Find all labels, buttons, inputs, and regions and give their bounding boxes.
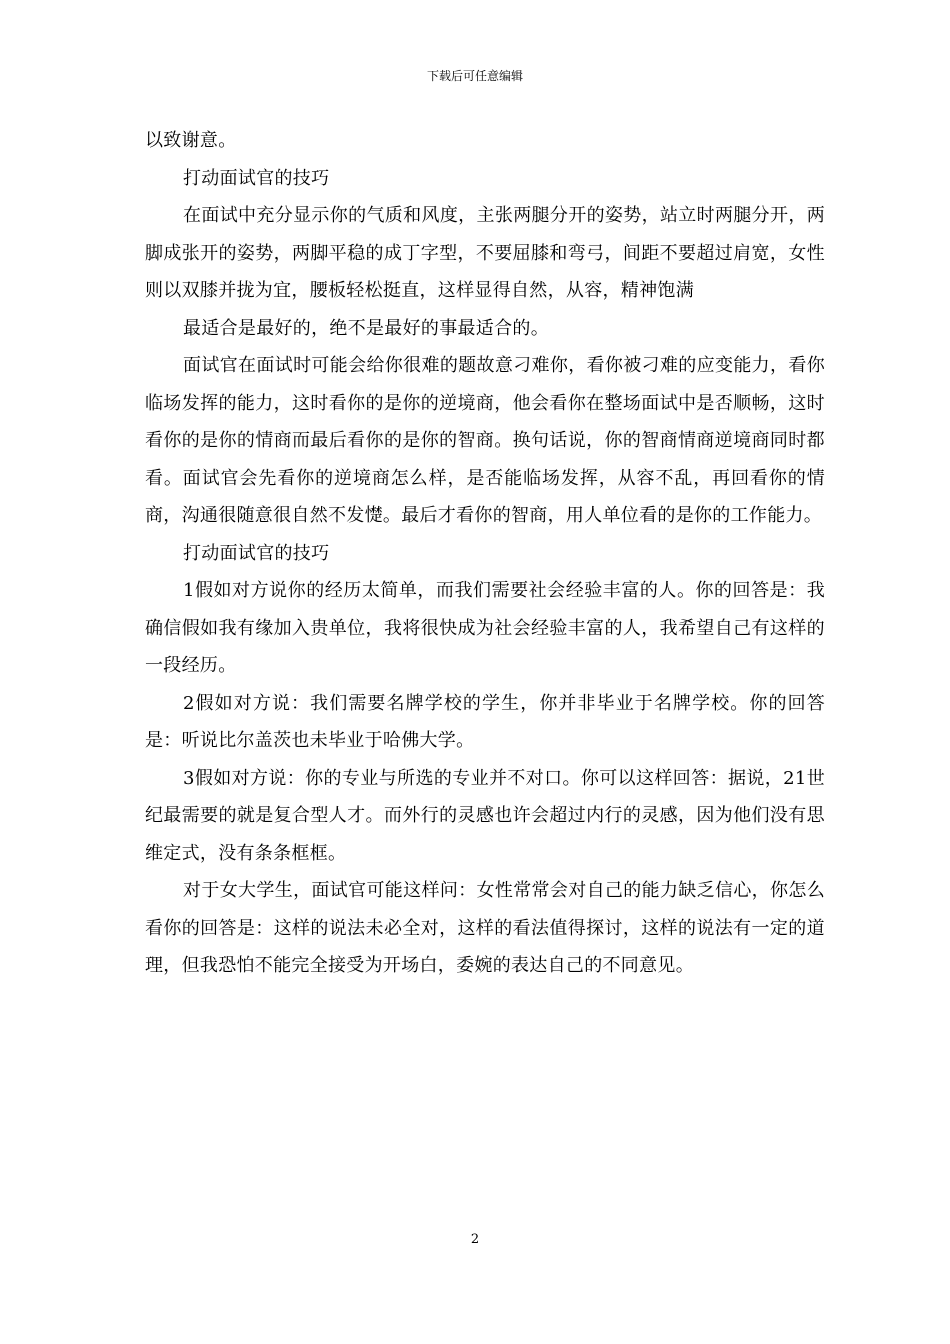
document-body [145, 122, 825, 985]
paragraph-2-heading: 打动面试官的技巧 [183, 167, 330, 189]
paragraph-8: 2假如对方说：我们需要名牌学校的学生，你并非毕业于名牌学校。你的回答是：听说比尔盖茨也未毕业于哈佛大学。 [145, 692, 825, 751]
paragraph-9: 3假如对方说：你的专业与所选的专业并不对口。你可以这样回答：据说，21世纪最需要的就是复合型人才。而外行的灵感也许会超过内行的灵感，因为他们没有思维定式，没有条条框框。 [145, 767, 825, 864]
paragraph-10: 对于女大学生，面试官可能这样问：女性常常会对自己的能力缺乏信心，你怎么看你的回答是：这样的说法未必全对，这样的看法值得探讨，这样的说法有一定的道理，但我恐怕不能完全接受为开场白，委婉的表达自己的不同意见。 [145, 880, 825, 976]
paragraph-1: 以致谢意。 [145, 130, 237, 151]
paragraph-6-heading: 打动面试官的技巧 [183, 542, 330, 564]
paragraph-4: 最适合是最好的，绝不是最好的事最适合的。 [183, 317, 549, 339]
paragraph-5: 面试官在面试时可能会给你很难的题故意刁难你，看你被刁难的应变能力，看你临场发挥的能力，这时看你的是你的逆境商，他会看你在整场面试中是否顺畅，这时看你的是你的情商而最后看你的是你的智商。换句话说，你的智商情商逆境商同时都看。面试官会先看你的逆境商怎么样，是否能临场发挥，从容不乱，再回看你的情商，沟通很随意很自然不发憷。最后才看你的智商，用人单位看的是你的工作能力。 [145, 355, 825, 526]
paragraph-7: 1假如对方说你的经历太简单，而我们需要社会经验丰富的人。你的回答是：我确信假如我有缘加入贵单位，我将很快成为社会经验丰富的人，我希望自己有这样的一段经历。 [145, 580, 825, 676]
page-header: 下载后可任意编辑 [426, 69, 523, 83]
page-number: 2 [470, 1232, 480, 1247]
paragraph-3: 在面试中充分显示你的气质和风度，主张两腿分开的姿势，站立时两腿分开，两脚成张开的姿势，两脚平稳的成丁字型，不要屈膝和弯弓，间距不要超过肩宽，女性则以双膝并拢为宜，腰板轻松挺直，这样显得自然，从容，精神饱满 [145, 205, 825, 301]
